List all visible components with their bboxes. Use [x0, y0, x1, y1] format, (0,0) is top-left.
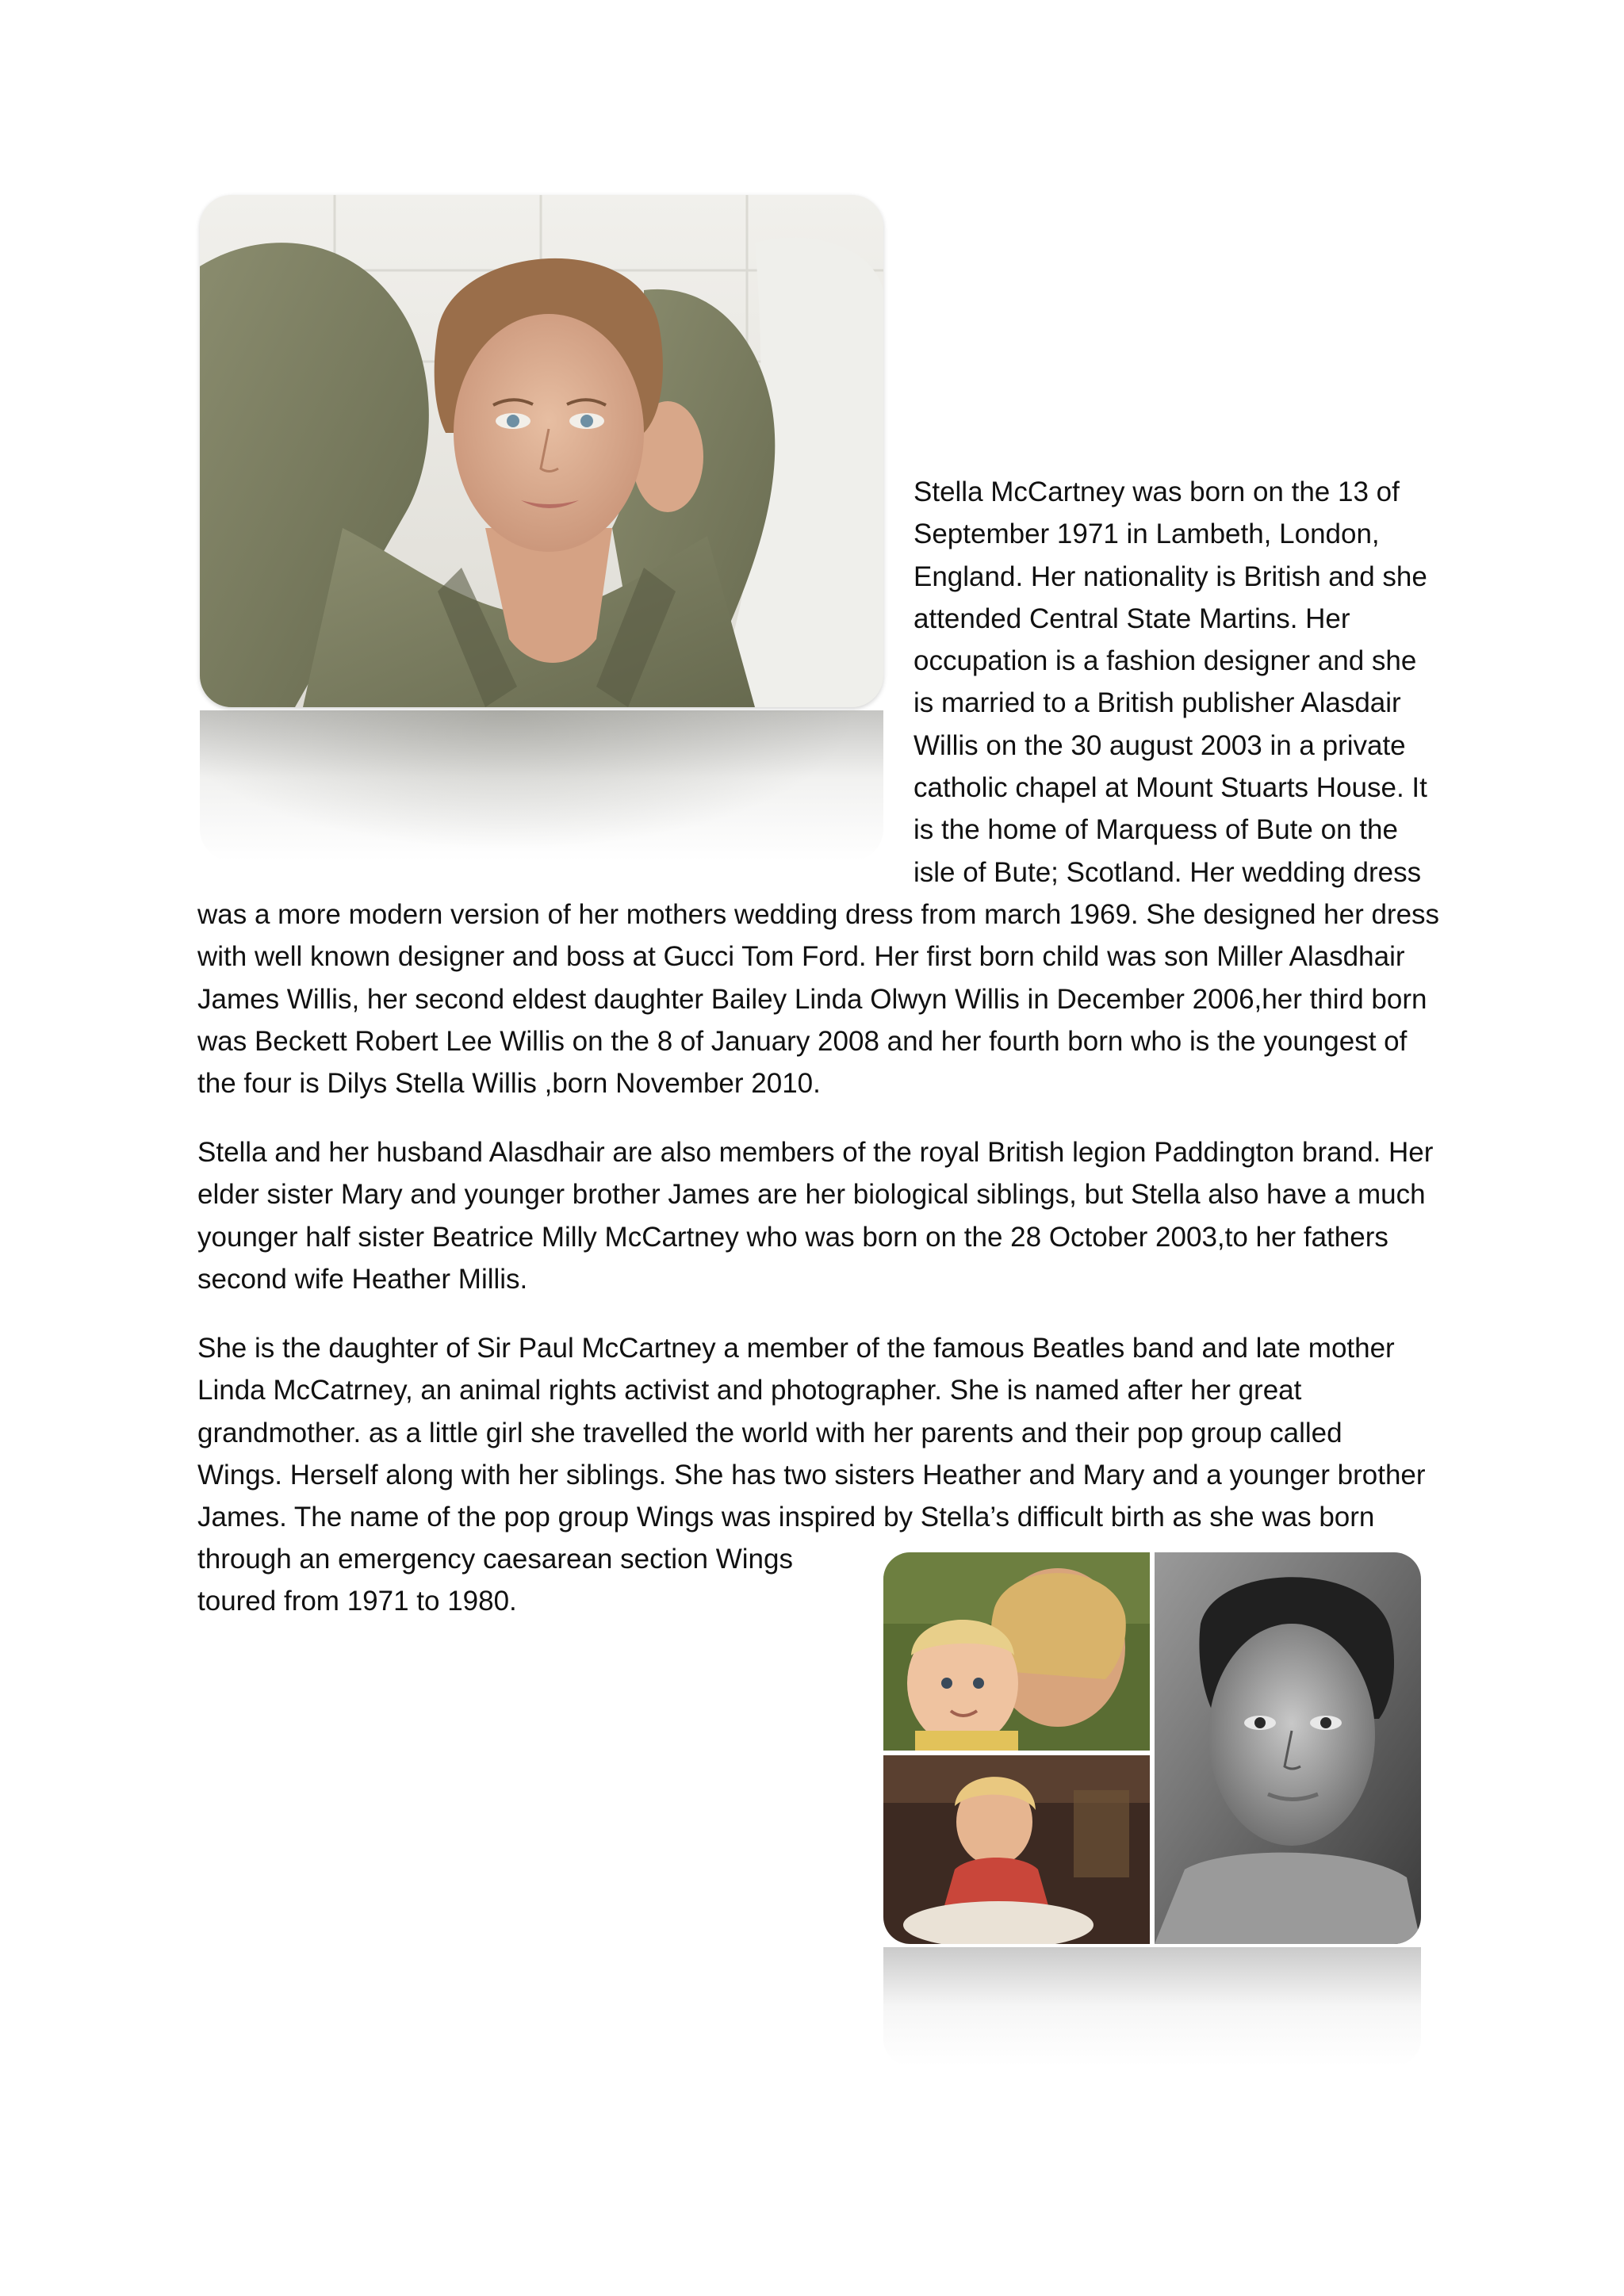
text-line: Willis on the 30 august 2003 in a private — [914, 729, 1406, 761]
paragraph-3 — [197, 1327, 1426, 1538]
text-line: England. Her nationality is British and she — [914, 561, 1427, 592]
text-line: James Willis, her second eldest daughter Bailey Linda Olwyn Willis in December 2006,her third born — [197, 983, 1427, 1015]
portrait-illustration — [200, 195, 883, 707]
text-line: Stella and her husband Alasdhair are also members of the royal British legion Paddington brand. Her — [197, 1137, 1434, 1168]
portrait-photo — [200, 195, 883, 707]
collage-photo-reflection — [883, 1947, 1421, 2066]
text-line: the four is Dilys Stella Willis ,born November 2010. — [197, 1068, 821, 1100]
text-line: Wings. Herself along with her siblings. She has two sisters Heather and Mary and a younger brother — [197, 1459, 1426, 1490]
text-line: Stella McCartney was born on the 13 of — [914, 476, 1400, 507]
paragraph-1-continued — [197, 894, 1439, 1104]
text-line: attended Central State Martins. Her — [914, 603, 1350, 634]
text-line: James. The name of the pop group Wings was inspired by Stella’s difficult birth as she was born — [197, 1502, 1375, 1533]
text-line: was a more modern version of her mothers wedding dress from march 1969. She designed her dress — [197, 899, 1440, 930]
text-line: toured from 1971 to 1980. — [197, 1586, 517, 1617]
text-line: elder sister Mary and younger brother James are her biological siblings, but Stella also have a much — [197, 1179, 1426, 1211]
text-line: through an emergency caesarean section Wings — [197, 1544, 793, 1575]
paragraph-2 — [197, 1131, 1433, 1300]
text-line: was Beckett Robert Lee Willis on the 8 of January 2008 and her fourth born who is the youngest of — [197, 1025, 1408, 1057]
text-line: is married to a British publisher Alasdair — [914, 687, 1401, 719]
text-line: with well known designer and boss at Gucci Tom Ford. Her first born child was son Miller Alasdhair — [197, 941, 1405, 973]
collage-illustration — [883, 1552, 1421, 1944]
text-line: grandmother. as a little girl she travelled the world with her parents and their pop group called — [197, 1417, 1342, 1448]
text-line: younger half sister Beatrice Milly McCartney who was born on the 28 October 2003,to her fathers — [197, 1221, 1388, 1253]
text-line: catholic chapel at Mount Stuarts House. It — [914, 772, 1427, 804]
text-line: second wife Heather Millis. — [197, 1263, 528, 1295]
collage-photo — [883, 1552, 1421, 1944]
text-line: She is the daughter of Sir Paul McCartney a member of the famous Beatles band and late mother — [197, 1333, 1395, 1364]
text-line: is the home of Marquess of Bute on the — [914, 814, 1398, 846]
portrait-photo-reflection — [200, 710, 883, 861]
text-line: Linda McCatrney, an animal rights activist and photographer. She is named after her great — [197, 1375, 1302, 1406]
paragraph-3-wrapped — [197, 1538, 793, 1623]
text-line: isle of Bute; Scotland. Her wedding dress — [914, 856, 1422, 888]
paragraph-1-wrapped — [914, 471, 1427, 894]
text-line: September 1971 in Lambeth, London, — [914, 519, 1380, 550]
text-line: occupation is a fashion designer and she — [914, 645, 1417, 677]
